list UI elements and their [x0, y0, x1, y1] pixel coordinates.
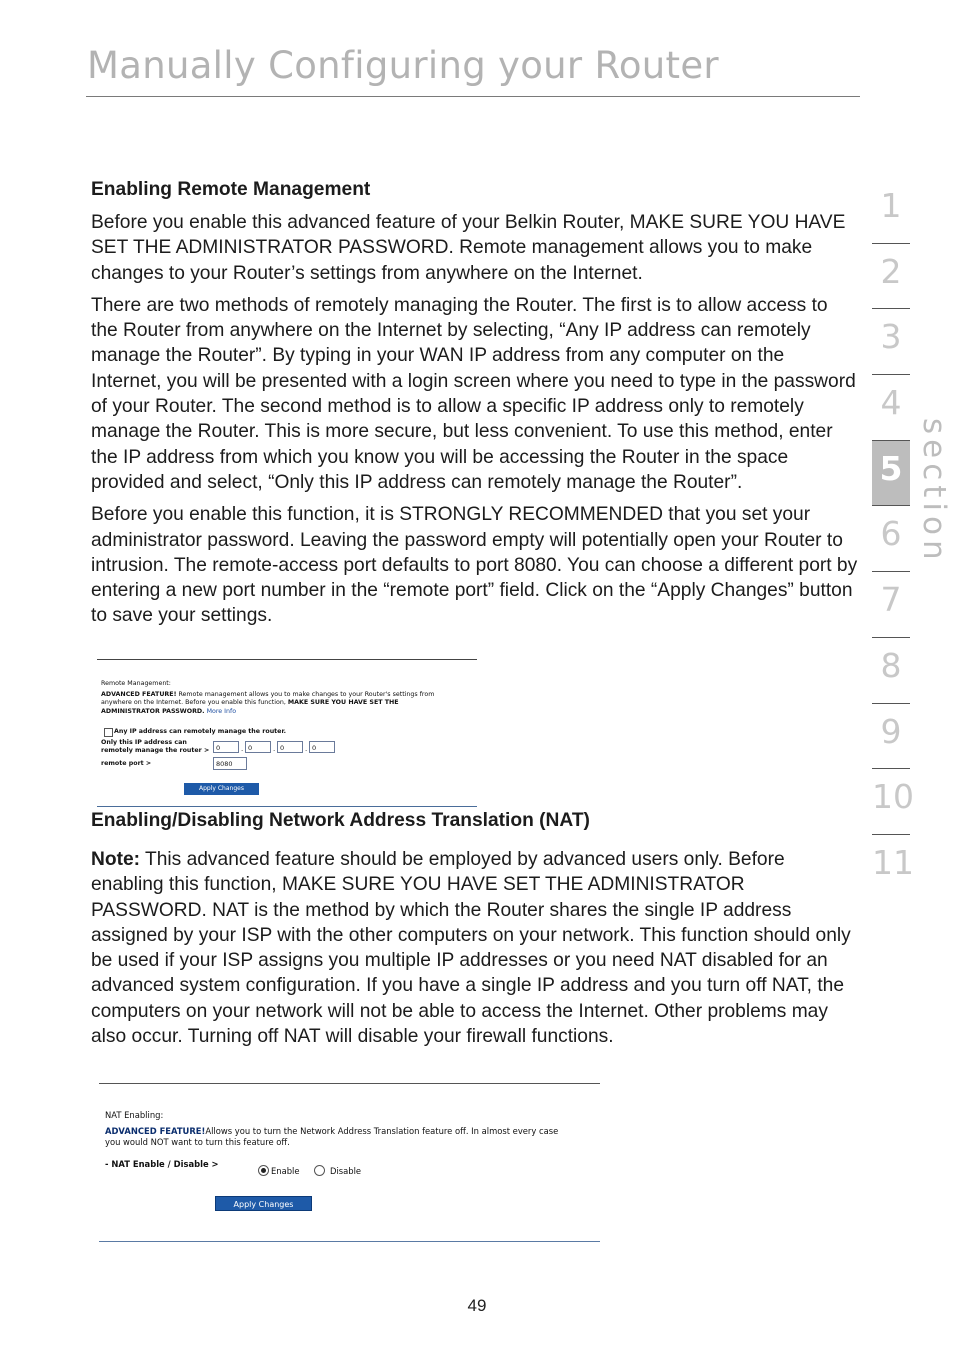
ip-octet-1[interactable]: 0	[213, 741, 239, 753]
page-number: 49	[467, 1296, 487, 1315]
section-tab-11[interactable]: 11	[872, 842, 914, 882]
section-tab-1[interactable]: 1	[872, 178, 910, 244]
nat-content	[91, 809, 859, 1056]
nat-enable-radio[interactable]	[258, 1165, 269, 1176]
title-divider	[86, 96, 860, 97]
remote-management-screenshot	[97, 659, 477, 807]
remote-adv-line-3	[101, 708, 236, 716]
section-label: section	[916, 418, 952, 565]
section-tab-5[interactable]: 5	[872, 441, 910, 507]
page-title: Manually Configuring your Router	[87, 44, 719, 87]
nat-disable-radio[interactable]	[314, 1165, 325, 1176]
nat-enable-label: Enable	[271, 1166, 300, 1176]
nat-disable-label: Disable	[330, 1166, 362, 1176]
remote-adv-bold-2: MAKE SURE YOU HAVE SET THE	[287, 699, 399, 706]
nat-note-label: Note:	[91, 849, 141, 870]
remote-adv-label: ADVANCED FEATURE!	[101, 691, 177, 698]
nat-adv-label: ADVANCED FEATURE!	[105, 1126, 206, 1136]
ip-octet-4[interactable]: 0	[309, 741, 335, 753]
remote-management-paragraph-3: Before you enable this function, it is STRONGLY RECOMMENDED that you set your administrator password. Leaving the password empty will potentially open your Router to intrusion. The remote-access port defaults to port 8080. You can choose a different port by entering a new port number in the “remote port” field. Click on the “Apply Changes” button to save your settings.	[91, 504, 858, 627]
ip-octet-3[interactable]: 0	[277, 741, 303, 753]
any-ip-label: Any IP address can remotely manage the router.	[114, 728, 287, 735]
nat-panel-title: NAT Enabling:	[105, 1110, 164, 1120]
remote-management-heading: Enabling Remote Management	[91, 179, 371, 200]
ip-dot: .	[305, 745, 308, 753]
section-tab-8[interactable]: 8	[872, 638, 910, 704]
more-info-link[interactable]: More Info	[206, 708, 237, 715]
remote-adv-line-2	[101, 699, 399, 707]
remote-adv-text-1: Remote management allows you to make changes to your Router's settings from	[176, 691, 435, 698]
only-ip-label-2: remotely manage the router >	[101, 747, 210, 754]
ip-octet-2[interactable]: 0	[245, 741, 271, 753]
nat-heading: Enabling/Disabling Network Address Translation (NAT)	[91, 810, 590, 831]
remote-adv-bold-3: ADMINISTRATOR PASSWORD.	[101, 708, 205, 715]
remote-apply-changes-button[interactable]: Apply Changes	[184, 783, 259, 795]
section-nav	[872, 178, 914, 901]
section-tab-4[interactable]: 4	[872, 375, 910, 441]
nat-note-paragraph	[91, 847, 859, 1049]
remote-port-label: remote port >	[101, 760, 152, 767]
ip-dot: .	[241, 745, 244, 753]
nat-adv-text-1: Allows you to turn the Network Address Translation feature off. In almost every case	[205, 1126, 559, 1136]
screenshot-top-rule	[97, 659, 477, 660]
main-content	[91, 178, 859, 636]
section-tab-9[interactable]: 9	[872, 704, 910, 770]
section-tab-7[interactable]: 7	[872, 572, 910, 638]
screenshot-bottom-rule	[99, 1241, 600, 1242]
nat-field-label: - NAT Enable / Disable >	[105, 1159, 219, 1169]
section-tab-6[interactable]: 6	[872, 506, 910, 572]
nat-adv-text-2: you would NOT want to turn this feature off.	[105, 1137, 290, 1147]
section-tab-3[interactable]: 3	[872, 309, 910, 375]
remote-adv-text-2: anywhere on the Internet. Before you enable this function,	[101, 699, 288, 706]
remote-management-paragraph-2: There are two methods of remotely managing the Router. The first is to allow access to the Router from anywhere on the Internet by selecting, “Any IP address can remotely manage the Router”. By typing in your WAN IP address from any computer on the Internet, you will be presented with a login screen where you need to type in the password of your Router. The second method is to allow a specific IP address only to remotely manage the Router. This is more secure, but less convenient. To use this method, enter the IP address from which you know you will be accessing the Router in the space provided and select, “Only this IP address can remotely manage the Router”.	[91, 294, 856, 493]
nat-apply-changes-button[interactable]: Apply Changes	[215, 1196, 312, 1211]
only-ip-label-1: Only this IP address can	[101, 739, 187, 746]
remote-panel-title: Remote Management:	[101, 680, 171, 687]
nat-note-text: This advanced feature should be employed by advanced users only. Before enabling this function, MAKE SURE YOU HAVE SET THE ADMINISTRATOR PASSWORD. NAT is the method by which the Router shares the single IP address assigned by your ISP with the other computers on your network. This function should only be used if your ISP assigns you multiple IP addresses or you need NAT disabled for an advanced system configuration. If you have a single IP address and you turn off NAT, the computers on your network will not be able to access the Internet. Other problems may also occur. Turning off NAT will disable your firewall functions.	[91, 849, 851, 1048]
screenshot-bottom-rule	[97, 806, 477, 807]
nat-screenshot	[99, 1083, 600, 1243]
section-tab-10[interactable]: 10	[872, 769, 910, 835]
nat-adv-line-1	[105, 1126, 558, 1137]
section-tab-2[interactable]: 2	[872, 244, 910, 310]
remote-management-paragraph-1: Before you enable this advanced feature of your Belkin Router, MAKE SURE YOU HAVE SET THE ADMINISTRATOR PASSWORD. Remote management allows you to make changes to your Router’s settings from anywhere on the Internet.	[91, 212, 846, 284]
remote-port-input[interactable]: 8080	[213, 757, 247, 770]
any-ip-checkbox[interactable]	[104, 728, 113, 737]
ip-dot: .	[273, 745, 276, 753]
screenshot-top-rule	[99, 1083, 600, 1084]
